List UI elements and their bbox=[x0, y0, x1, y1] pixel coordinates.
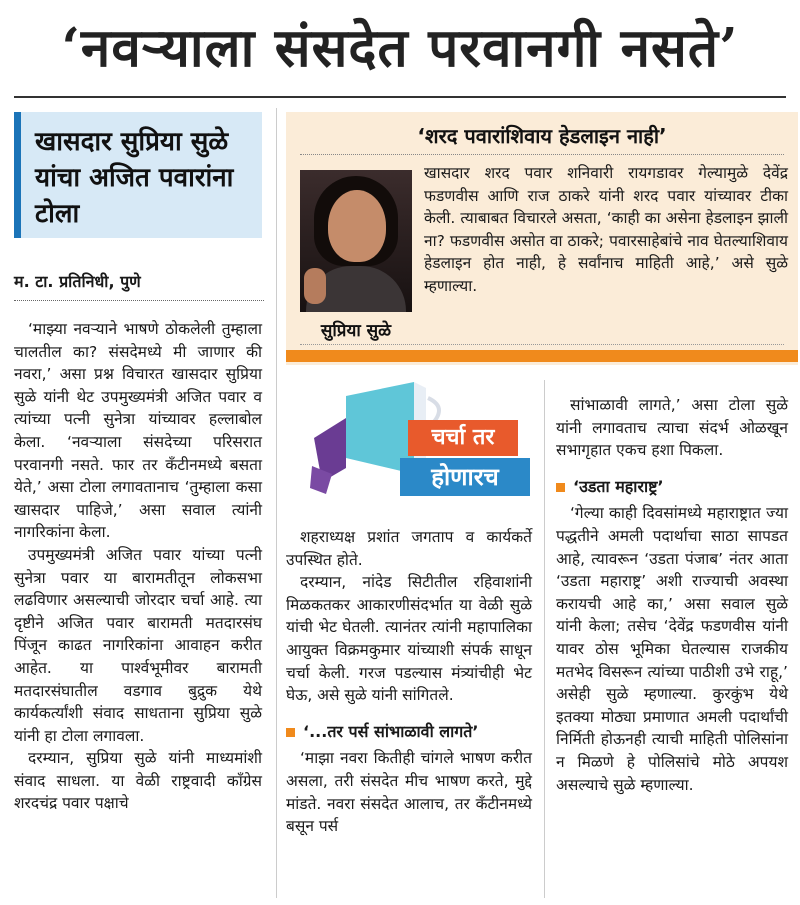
headline-rule bbox=[14, 96, 786, 98]
paragraph: ‘माझा नवरा कितीही चांगले भाषण करीत असला, तरी संसदेत मीच भाषण करते, मुद्दे मांडते. नवरा संसदेत आलाच, तर कँटीनमध्ये बसून पर्स bbox=[286, 749, 532, 836]
square-bullet-icon bbox=[286, 728, 295, 737]
paragraph: दरम्यान, नांदेड सिटीतील रहिवाशांनी मिळकतकर आकारणीसंदर्भात या वेळी सुळे यांची भेट घेतली. त्यानंतर त्यांनी महापालिका आयुक्त विक्रमकुमार यांच्याशी संपर्क साधून चर्चा केली. गरज पडल्यास मंत्र्यांचीही भेट घेऊ, असे सुळे यांनी सांगितले. bbox=[286, 573, 532, 705]
paragraph: शहराध्यक्ष प्रशांत जगताप व कार्यकर्ते उपस्थित होते. bbox=[286, 528, 532, 569]
sidebar-box bbox=[286, 112, 798, 365]
orange-divider bbox=[286, 350, 798, 362]
square-bullet-icon bbox=[556, 483, 565, 492]
sidebar-title-rule bbox=[300, 154, 784, 155]
right-body-text bbox=[556, 394, 788, 796]
paragraph: उपमुख्यमंत्री अजित पवार यांच्या पत्नी सुनेत्रा पवार या बारामतीतून लोकसभा लढविणार असल्याची जोरदार चर्चा आहे. त्या दृष्टीने अजित पवार बारामती मतदारसंघ पिंजून काढत नागरिकांना आवाहन करीत आहेत. या पार्श्वभूमीवर बारामती मतदारसंघातील वडगाव बुद्रुक येथे कार्यकर्त्यांशी संवाद साधताना सुप्रिया सुळे यांनी हा टोला लगावला. bbox=[14, 545, 262, 745]
column-divider bbox=[544, 380, 545, 898]
middle-body-text bbox=[286, 526, 532, 838]
subhead bbox=[286, 721, 532, 744]
paragraph: ‘गेल्या काही दिवसांमध्ये महाराष्ट्रात ज्या पद्धतीने अमली पदार्थाचा साठा सापडत आहे, त्यावरून ‘उडता पंजाब’ नंतर आता ‘उडता महाराष्ट्र’ अशी राज्याची अवस्था करायची आहे का,’ असा सवाल सुळे यांनी केला; तसेच ‘देवेंद्र फडणवीस यांनी यावर ठोस भूमिका घेतल्यास राजकीय मतभेद विसरून त्यांच्या पाठीशी उभे राहू,’ असेही सुळे म्हणाल्या. कुरकुंभ येथे इतक्या मोठ्या प्रमाणात अमली पदार्थांची निर्मिती होऊनही त्याची माहिती पोलिसांना न मिळणे हे पोलिसांचे मोठे अपयश असल्याचे सुळे म्हणाल्या. bbox=[556, 504, 788, 794]
subhead bbox=[556, 476, 788, 499]
kicker-box: खासदार सुप्रिया सुळे यांचा अजित पवारांना टोला bbox=[14, 112, 262, 238]
subhead-text: ‘...तर पर्स सांभाळावी लागते’ bbox=[303, 721, 479, 741]
promo-line-1: चर्चा तर bbox=[408, 420, 518, 456]
paragraph: ‘माझ्या नवऱ्याने भाषणे ठोकलेली तुम्हाला चालतील का? संसदेमध्ये मी जाणार की नवरा,’ असा प्रश्न विचारत खासदार सुप्रिया सुळे यांनी थेट उपमुख्यमंत्री अजित पवार व त्यांच्या पत्नी सुनेत्रा यांच्यावर हल्लाबोल केला. ‘नवऱ्याला संसदेच्या परिसरात परवानगी नसते. फार तर कँटीनमध्ये बसता येते,’ असा टोला लगावतानाच ‘तुम्हाला कसा खासदार पाहिजे,’ असा सवाल त्यांनी नागरिकांना केला. bbox=[14, 320, 262, 542]
sidebar-body-text: खासदार शरद पवार शनिवारी रायगडावर गेल्यामुळे देवेंद्र फडणवीस आणि राज ठाकरे यांनी शरद पवार यांच्यावर टीका केली. त्याबाबत विचारले असता, ‘काही का असेना हेडलाइन झाली ना? फडणवीस असोत वा ठाकरे; पवारसाहेबांचे नाव घेतल्याशिवाय हेडलाइन होत नाही, हे सर्वांनाच माहिती आहे,’ असे सुळे म्हणाल्या. bbox=[424, 164, 788, 295]
subhead-text: ‘उडता महाराष्ट्र’ bbox=[573, 476, 664, 496]
paragraph: दरम्यान, सुप्रिया सुळे यांनी माध्यमांशी संवाद साधला. या वेळी राष्ट्रवादी काँग्रेस शरदचंद्र पवार पक्षाचे bbox=[14, 749, 262, 813]
promo-graphic bbox=[286, 378, 532, 510]
sidebar-title: ‘शरद पवारांशिवाय हेडलाइन नाही’ bbox=[417, 124, 667, 148]
column-divider bbox=[276, 108, 277, 898]
portrait-photo bbox=[300, 170, 412, 312]
left-body-text bbox=[14, 318, 262, 815]
promo-line-2: होणारच bbox=[400, 458, 530, 496]
byline-rule bbox=[14, 300, 264, 301]
sidebar-bottom-rule bbox=[300, 344, 784, 345]
photo-caption: सुप्रिया सुळे bbox=[300, 316, 412, 346]
byline: म. टा. प्रतिनिधी, पुणे bbox=[14, 272, 141, 291]
headline: ‘नवऱ्याला संसदेत परवानगी नसते’ bbox=[61, 17, 739, 79]
paragraph: सांभाळावी लागते,’ असा टोला सुळे यांनी लगावताच त्याचा संदर्भ ओळखून सभागृहात एकच हशा पिकला. bbox=[556, 396, 788, 460]
